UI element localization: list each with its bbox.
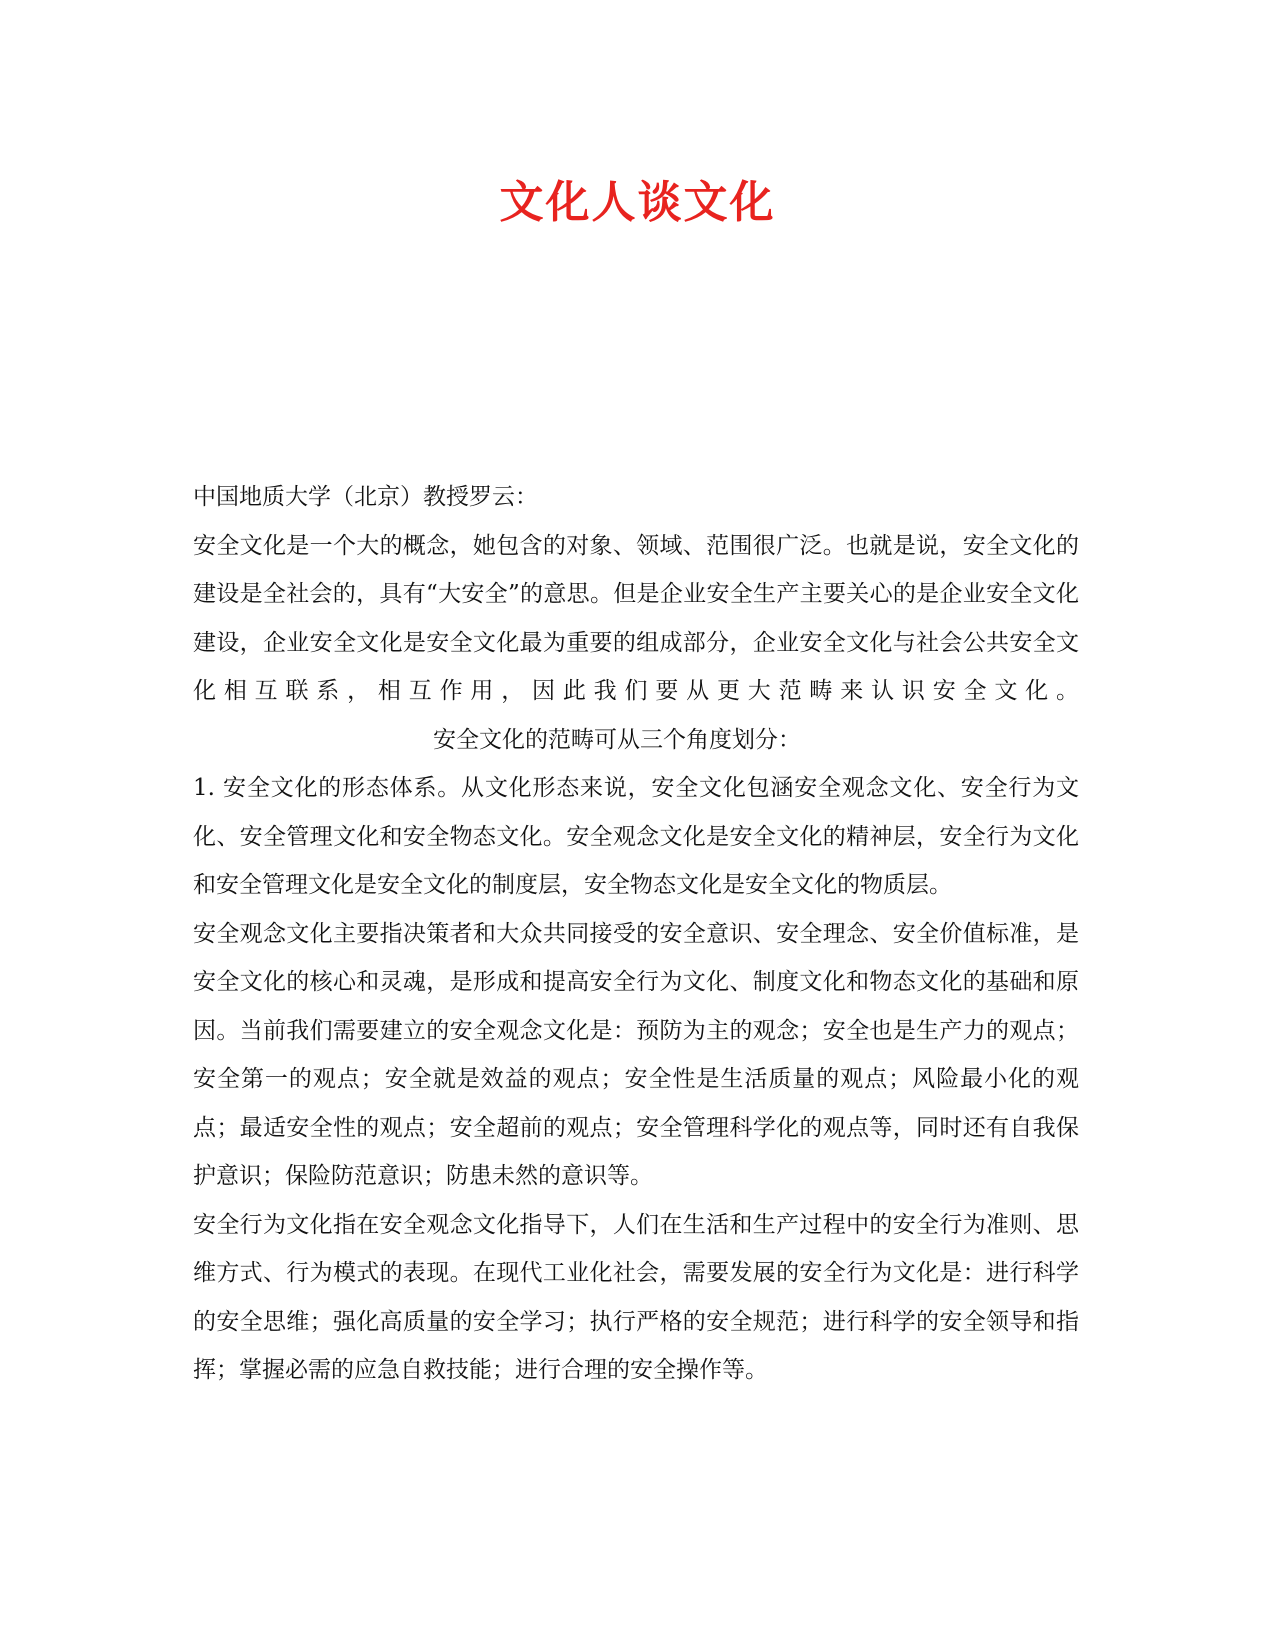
paragraph-form-system: 1. 安全文化的形态体系。从文化形态来说，安全文化包涵安全观念文化、安全行为文化、安全管理文化和安全物态文化。安全观念文化是安全文化的精神层，安全行为文化和安全管理文化是安全文化的制度层，安全物态文化是安全文化的物质层。 bbox=[193, 775, 1079, 898]
author-line: 中国地质大学（北京）教授罗云： bbox=[193, 484, 538, 510]
document-body bbox=[193, 473, 1079, 1395]
paragraph-intro bbox=[193, 522, 1079, 765]
paragraph-behavior-culture: 安全行为文化指在安全观念文化指导下，人们在生活和生产过程中的安全行为准则、思维方式、行为模式的表现。在现代工业化社会，需要发展的安全行为文化是：进行科学的安全思维；强化高质量的安全学习；执行严格的安全规范；进行科学的安全领导和指挥；掌握必需的应急自救技能；进行合理的安全操作等。 bbox=[193, 1211, 1079, 1383]
paragraph-intro-tail: 安全文化的范畴可从三个角度划分： bbox=[433, 726, 801, 753]
document-title: 文化人谈文化 bbox=[499, 177, 776, 228]
paragraph-intro-main: 安全文化是一个大的概念，她包含的对象、领域、范围很广泛。也就是说，安全文化的建设是全社会的，具有“大安全”的意思。但是企业安全生产主要关心的是企业安全文化建设，企业安全文化是安全文化最为重要的组成部分，企业安全文化与社会公共安全文化相互联系，相互作用，因此我们要从更大范畴来认识安全文化。 bbox=[193, 532, 1079, 704]
paragraph-concept-culture: 安全观念文化主要指决策者和大众共同接受的安全意识、安全理念、安全价值标准，是安全文化的核心和灵魂，是形成和提高安全行为文化、制度文化和物态文化的基础和原因。当前我们需要建立的安全观念文化是：预防为主的观念；安全也是生产力的观点；安全第一的观点；安全就是效益的观点；安全性是生活质量的观点；风险最小化的观点；最适安全性的观点；安全超前的观点；安全管理科学化的观点等，同时还有自我保护意识；保险防范意识；防患未然的意识等。 bbox=[193, 920, 1079, 1189]
